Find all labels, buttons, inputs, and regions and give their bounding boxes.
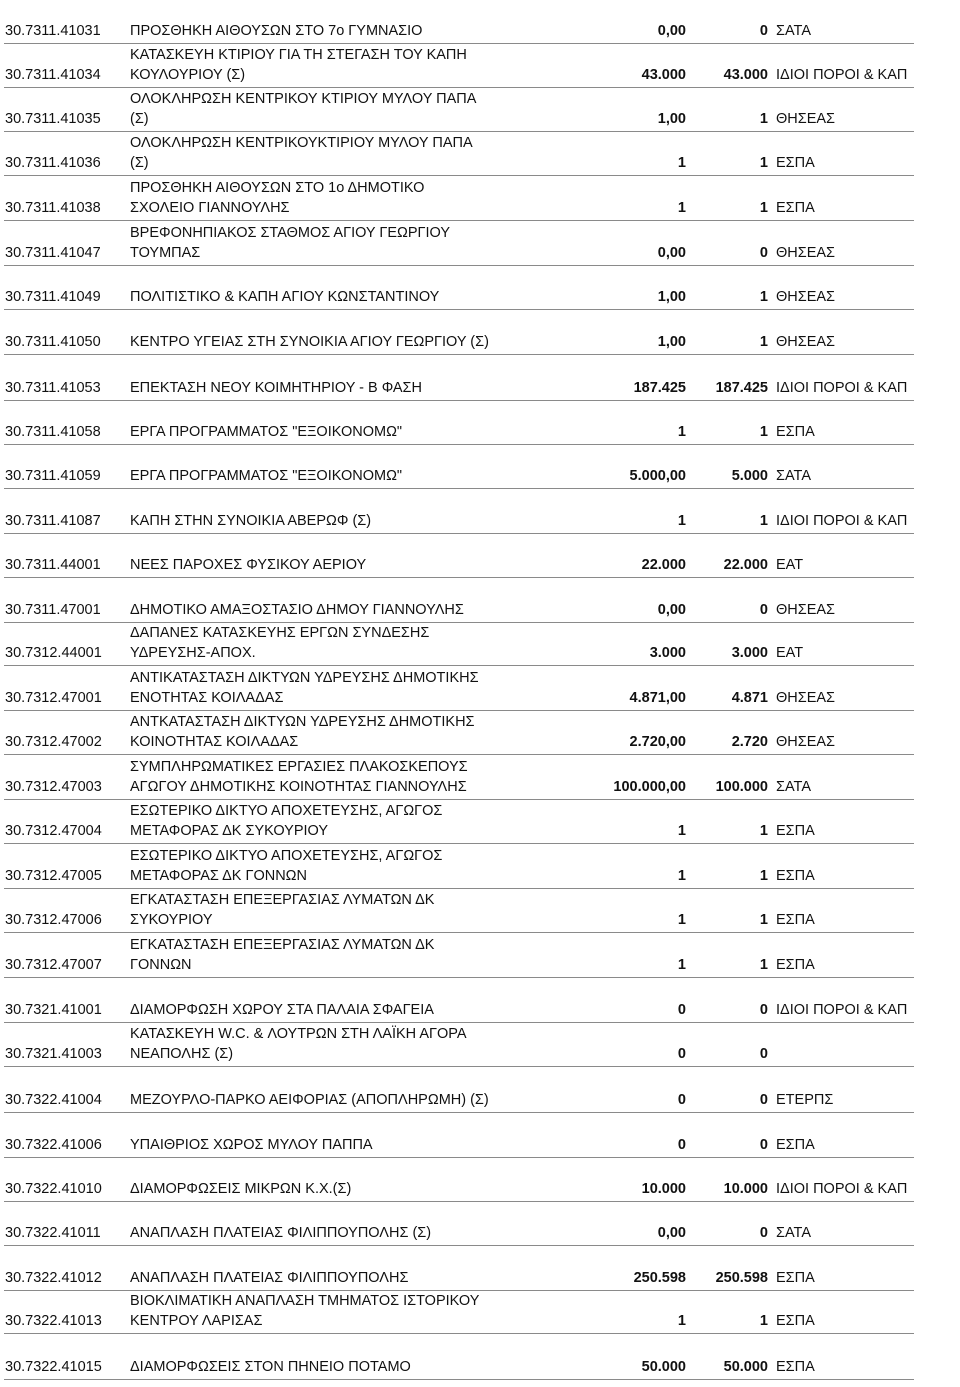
- description-line: ΔΙΑΜΟΡΦΩΣΕΙΣ ΜΙΚΡΩΝ Κ.Χ.(Σ): [130, 1181, 352, 1197]
- row-divider: [4, 1112, 914, 1113]
- funding-source: ΕΣΠΑ: [776, 200, 815, 216]
- project-description: [130, 1000, 434, 1020]
- funding-source: ΕΑΤ: [776, 645, 804, 661]
- table-row: [0, 45, 960, 89]
- row-divider: [4, 175, 914, 176]
- row-divider: [4, 799, 914, 800]
- amount-value: 0,00: [657, 1225, 686, 1241]
- project-description: [130, 623, 429, 663]
- description-line: ΔΙΑΜΟΡΦΩΣΗ ΧΩΡΟΥ ΣΤΑ ΠΑΛΑΙΑ ΣΦΑΓΕΙΑ: [130, 1002, 434, 1018]
- table-row: [0, 223, 960, 267]
- project-description: [130, 422, 402, 442]
- amount-value: 187.425: [633, 380, 686, 396]
- amount-total: 1: [759, 111, 768, 127]
- description-line: ΚΕΝΤΡΟ ΥΓΕΙΑΣ ΣΤΗ ΣΥΝΟΙΚΙΑ ΑΓΙΟΥ ΓΕΩΡΓΙΟΥ (Σ): [130, 334, 489, 350]
- amount-value: 0: [677, 1002, 686, 1018]
- row-divider: [4, 87, 914, 88]
- table-row: [0, 1268, 960, 1292]
- description-line: ΑΝΑΠΛΑΣΗ ΠΛΑΤΕΙΑΣ ΦΙΛΙΠΠΟΥΠΟΛΗΣ: [130, 1270, 409, 1286]
- table-row: [0, 21, 960, 45]
- amount-total: 1: [759, 155, 768, 171]
- description-line: ΟΛΟΚΛΗΡΩΣΗ ΚΕΝΤΡΙΚΟΥΚΤΙΡΙΟΥ ΜΥΛΟΥ ΠΑΠΑ: [130, 135, 473, 151]
- funding-source: ΘΗΣΕΑΣ: [776, 289, 836, 305]
- amount-value: 1,00: [657, 289, 686, 305]
- funding-source: ΕΣΠΑ: [776, 1270, 815, 1286]
- table-row: [0, 890, 960, 934]
- project-description: [130, 1268, 408, 1288]
- project-description: [130, 712, 475, 752]
- row-divider: [4, 1157, 914, 1158]
- description-line: ΜΕΤΑΦΟΡΑΣ ΔΚ ΣΥΚΟΥΡΙΟΥ: [130, 823, 329, 839]
- amount-total: 0: [759, 602, 768, 618]
- table-row: [0, 801, 960, 845]
- row-divider: [4, 488, 914, 489]
- description-line: ΚΟΙΝΟΤΗΤΑΣ ΚΟΙΛΑΔΑΣ: [130, 734, 299, 750]
- description-line: ΣΥΜΠΛΗΡΩΜΑΤΙΚΕΣ ΕΡΓΑΣΙΕΣ ΠΛΑΚΟΣΚΕΠΟΥΣ: [130, 759, 468, 775]
- description-line: ΑΝΑΠΛΑΣΗ ΠΛΑΤΕΙΑΣ ΦΙΛΙΠΠΟΥΠΟΛΗΣ (Σ): [130, 1225, 432, 1241]
- project-description: [130, 89, 476, 129]
- description-line: ΠΡΟΣΘΗΚΗ ΑΙΘΟΥΣΩΝ ΣΤΟ 7ο ΓΥΜΝΑΣΙΟ: [130, 23, 423, 39]
- amount-total: 0: [759, 1092, 768, 1108]
- table-row: [0, 1223, 960, 1247]
- project-description: [130, 378, 422, 398]
- amount-total: 1: [759, 289, 768, 305]
- funding-source: ΙΔΙΟΙ ΠΟΡΟΙ & ΚΑΠ: [776, 513, 908, 529]
- table-row: [0, 712, 960, 756]
- description-line: ΕΣΩΤΕΡΙΚΟ ΔΙΚΤΥΟ ΑΠΟΧΕΤΕΥΣΗΣ, ΑΓΩΓΟΣ: [130, 803, 443, 819]
- description-line: ΚΑΠΗ ΣΤΗΝ ΣΥΝΟΙΚΙΑ ΑΒΕΡΩΦ (Σ): [130, 513, 372, 529]
- account-code: 30.7312.47003: [5, 779, 102, 795]
- project-description: [130, 600, 464, 620]
- funding-source: ΣΑΤΑ: [776, 779, 812, 795]
- amount-value: 1: [677, 868, 686, 884]
- funding-source: ΕΣΠΑ: [776, 823, 815, 839]
- table-row: [0, 332, 960, 356]
- description-line: ΑΝΤΙΚΑΤΑΣΤΑΣΗ ΔΙΚΤΥΩΝ ΥΔΡΕΥΣΗΣ ΔΗΜΟΤΙΚΗΣ: [130, 670, 479, 686]
- account-code: 30.7311.41036: [5, 155, 101, 171]
- funding-source: ΘΗΣΕΑΣ: [776, 245, 836, 261]
- funding-source: ΕΣΠΑ: [776, 155, 815, 171]
- amount-total: 100.000: [715, 779, 768, 795]
- amount-total: 1: [759, 868, 768, 884]
- amount-value: 250.598: [633, 1270, 686, 1286]
- funding-source: ΕΣΠΑ: [776, 957, 815, 973]
- account-code: 30.7322.41013: [5, 1313, 102, 1329]
- amount-total: 0: [759, 1046, 768, 1062]
- amount-total: 2.720: [731, 734, 768, 750]
- funding-source: ΕΑΤ: [776, 557, 804, 573]
- row-divider: [4, 665, 914, 666]
- project-description: [130, 21, 422, 41]
- amount-total: 22.000: [723, 557, 768, 573]
- description-line: ΕΠΕΚΤΑΣΗ ΝΕΟΥ ΚΟΙΜΗΤΗΡΙΟΥ - Β ΦΑΣΗ: [130, 380, 422, 396]
- description-line: ΜΕΤΑΦΟΡΑΣ ΔΚ ΓΟΝΝΩΝ: [130, 868, 307, 884]
- description-line: ΠΟΛΙΤΙΣΤΙΚΟ & ΚΑΠΗ ΑΓΙΟΥ ΚΩΝΣΤΑΝΤΙΝΟΥ: [130, 289, 440, 305]
- funding-source: ΙΔΙΟΙ ΠΟΡΟΙ & ΚΑΠ: [776, 67, 908, 83]
- amount-total: 0: [759, 1002, 768, 1018]
- project-description: [130, 332, 489, 352]
- row-divider: [4, 888, 914, 889]
- account-code: 30.7312.47007: [5, 957, 102, 973]
- funding-source: ΣΑΤΑ: [776, 468, 812, 484]
- project-description: [130, 223, 450, 263]
- amount-total: 1: [759, 1313, 768, 1329]
- amount-total: 43.000: [723, 67, 768, 83]
- funding-source: ΘΗΣΕΑΣ: [776, 334, 836, 350]
- amount-total: 1: [759, 334, 768, 350]
- amount-value: 43.000: [641, 67, 686, 83]
- amount-total: 3.000: [731, 645, 768, 661]
- description-line: ΥΠΑΙΘΡΙΟΣ ΧΩΡΟΣ ΜΥΛΟΥ ΠΑΠΠΑ: [130, 1137, 373, 1153]
- amount-total: 187.425: [715, 380, 768, 396]
- row-divider: [4, 843, 914, 844]
- description-line: ΤΟΥΜΠΑΣ: [130, 245, 201, 261]
- account-code: 30.7311.41058: [5, 424, 101, 440]
- row-divider: [4, 1245, 914, 1246]
- project-description: [130, 511, 371, 531]
- description-line: ΔΙΑΜΟΡΦΩΣΕΙΣ ΣΤΟΝ ΠΗΝΕΙΟ ΠΟΤΑΜΟ: [130, 1359, 411, 1375]
- funding-source: ΙΔΙΟΙ ΠΟΡΟΙ & ΚΑΠ: [776, 1181, 908, 1197]
- table-row: [0, 1291, 960, 1335]
- project-description: [130, 890, 434, 930]
- description-line: ΠΡΟΣΘΗΚΗ ΑΙΘΟΥΣΩΝ ΣΤΟ 1ο ΔΗΜΟΤΙΚΟ: [130, 180, 425, 196]
- amount-value: 0,00: [657, 602, 686, 618]
- amount-value: 2.720,00: [629, 734, 686, 750]
- amount-value: 4.871,00: [629, 690, 686, 706]
- funding-source: ΘΗΣΕΑΣ: [776, 111, 836, 127]
- account-code: 30.7312.47006: [5, 912, 102, 928]
- account-code: 30.7312.47002: [5, 734, 102, 750]
- description-line: ΚΑΤΑΣΚΕΥΗ ΚΤΙΡΙΟΥ ΓΙΑ ΤΗ ΣΤΕΓΑΣΗ ΤΟΥ ΚΑΠΗ: [130, 47, 467, 63]
- description-line: ΔΑΠΑΝΕΣ ΚΑΤΑΣΚΕΥΗΣ ΕΡΓΩΝ ΣΥΝΔΕΣΗΣ: [130, 625, 430, 641]
- account-code: 30.7311.41034: [5, 67, 101, 83]
- amount-total: 1: [759, 912, 768, 928]
- description-line: ΣΧΟΛΕΙΟ ΓΙΑΝΝΟΥΛΗΣ: [130, 200, 290, 216]
- amount-value: 1: [677, 200, 686, 216]
- row-divider: [4, 400, 914, 401]
- account-code: 30.7311.41053: [5, 380, 101, 396]
- table-row: [0, 178, 960, 222]
- table-row: [0, 935, 960, 979]
- row-divider: [4, 265, 914, 266]
- description-line: ΒΡΕΦΟΝΗΠΙΑΚΟΣ ΣΤΑΘΜΟΣ ΑΓΙΟΥ ΓΕΩΡΓΙΟΥ: [130, 225, 451, 241]
- table-row: [0, 1024, 960, 1068]
- account-code: 30.7312.44001: [5, 645, 102, 661]
- account-code: 30.7322.41015: [5, 1359, 102, 1375]
- row-divider: [4, 1066, 914, 1067]
- row-divider: [4, 932, 914, 933]
- description-line: ΥΔΡΕΥΣΗΣ-ΑΠΟΧ.: [130, 645, 256, 661]
- amount-total: 1: [759, 823, 768, 839]
- description-line: ΚΑΤΑΣΚΕΥΗ W.C. & ΛΟΥΤΡΩΝ ΣΤΗ ΛΑΪΚΗ ΑΓΟΡΑ: [130, 1026, 467, 1042]
- account-code: 30.7311.41050: [5, 334, 101, 350]
- amount-value: 0,00: [657, 245, 686, 261]
- funding-source: ΘΗΣΕΑΣ: [776, 602, 836, 618]
- description-line: ΕΡΓΑ ΠΡΟΓΡΑΜΜΑΤΟΣ "ΕΞΟΙΚΟΝΟΜΩ": [130, 468, 403, 484]
- amount-value: 0,00: [657, 23, 686, 39]
- table-row: [0, 668, 960, 712]
- account-code: 30.7311.41049: [5, 289, 101, 305]
- table-row: [0, 1000, 960, 1024]
- description-line: ΟΛΟΚΛΗΡΩΣΗ ΚΕΝΤΡΙΚΟΥ ΚΤΙΡΙΟΥ ΜΥΛΟΥ ΠΑΠΑ: [130, 91, 477, 107]
- project-description: [130, 287, 439, 307]
- project-description: [130, 935, 434, 975]
- project-description: [130, 1357, 411, 1377]
- project-description: [130, 178, 424, 218]
- account-code: 30.7311.41031: [5, 23, 101, 39]
- amount-value: 1,00: [657, 334, 686, 350]
- project-description: [130, 1223, 431, 1243]
- table-row: [0, 89, 960, 133]
- account-code: 30.7312.47005: [5, 868, 102, 884]
- description-line: ΑΓΩΓΟΥ ΔΗΜΟΤΙΚΗΣ ΚΟΙΝΟΤΗΤΑΣ ΓΙΑΝΝΟΥΛΗΣ: [130, 779, 467, 795]
- account-code: 30.7311.41047: [5, 245, 101, 261]
- row-divider: [4, 710, 914, 711]
- description-line: ΒΙΟΚΛΙΜΑΤΙΚΗ ΑΝΑΠΛΑΣΗ ΤΜΗΜΑΤΟΣ ΙΣΤΟΡΙΚΟΥ: [130, 1293, 480, 1309]
- description-line: ΕΓΚΑΤΑΣΤΑΣΗ ΕΠΕΞΕΡΓΑΣΙΑΣ ΛΥΜΑΤΩΝ ΔΚ: [130, 937, 435, 953]
- amount-value: 1: [677, 957, 686, 973]
- description-line: ΝΕΑΠΟΛΗΣ (Σ): [130, 1046, 234, 1062]
- table-row: [0, 555, 960, 579]
- description-line: ΝΕΕΣ ΠΑΡΟΧΕΣ ΦΥΣΙΚΟΥ ΑΕΡΙΟΥ: [130, 557, 367, 573]
- amount-value: 22.000: [641, 557, 686, 573]
- description-line: ΔΗΜΟΤΙΚΟ ΑΜΑΞΟΣΤΑΣΙΟ ΔΗΜΟΥ ΓΙΑΝΝΟΥΛΗΣ: [130, 602, 464, 618]
- table-row: [0, 623, 960, 667]
- description-line: (Σ): [130, 111, 149, 127]
- row-divider: [4, 1379, 914, 1380]
- amount-value: 1: [677, 912, 686, 928]
- account-code: 30.7321.41003: [5, 1046, 102, 1062]
- funding-source: ΕΣΠΑ: [776, 424, 815, 440]
- project-description: [130, 757, 468, 797]
- description-line: ΣΥΚΟΥΡΙΟΥ: [130, 912, 213, 928]
- table-row: [0, 378, 960, 402]
- amount-total: 1: [759, 200, 768, 216]
- row-divider: [4, 444, 914, 445]
- account-code: 30.7311.41035: [5, 111, 101, 127]
- row-divider: [4, 1333, 914, 1334]
- account-code: 30.7322.41011: [5, 1225, 101, 1241]
- amount-total: 0: [759, 1137, 768, 1153]
- project-description: [130, 801, 442, 841]
- project-description: [130, 45, 467, 85]
- row-divider: [4, 977, 914, 978]
- table-row: [0, 1090, 960, 1114]
- row-divider: [4, 131, 914, 132]
- row-divider: [4, 577, 914, 578]
- amount-value: 100.000,00: [613, 779, 686, 795]
- funding-source: ΕΣΠΑ: [776, 1313, 815, 1329]
- amount-value: 1: [677, 155, 686, 171]
- row-divider: [4, 1022, 914, 1023]
- table-row: [0, 1135, 960, 1159]
- project-description: [130, 1024, 467, 1064]
- description-line: ΕΣΩΤΕΡΙΚΟ ΔΙΚΤΥΟ ΑΠΟΧΕΤΕΥΣΗΣ, ΑΓΩΓΟΣ: [130, 848, 443, 864]
- row-divider: [4, 43, 914, 44]
- amount-total: 0: [759, 1225, 768, 1241]
- amount-value: 1: [677, 823, 686, 839]
- description-line: ΚΟΥΛΟΥΡΙΟΥ (Σ): [130, 67, 246, 83]
- account-code: 30.7311.41087: [5, 513, 101, 529]
- description-line: (Σ): [130, 155, 149, 171]
- funding-source: ΘΗΣΕΑΣ: [776, 734, 836, 750]
- table-row: [0, 846, 960, 890]
- funding-source: ΕΣΠΑ: [776, 912, 815, 928]
- amount-value: 10.000: [641, 1181, 686, 1197]
- account-code: 30.7322.41006: [5, 1137, 102, 1153]
- funding-source: ΕΣΠΑ: [776, 868, 815, 884]
- description-line: ΓΟΝΝΩΝ: [130, 957, 192, 973]
- account-code: 30.7322.41004: [5, 1092, 102, 1108]
- account-code: 30.7322.41012: [5, 1270, 102, 1286]
- account-code: 30.7312.47001: [5, 690, 102, 706]
- row-divider: [4, 354, 914, 355]
- row-divider: [4, 533, 914, 534]
- amount-total: 0: [759, 23, 768, 39]
- table-row: [0, 466, 960, 490]
- description-line: ΜΕΖΟΥΡΛΟ-ΠΑΡΚΟ ΑΕΙΦΟΡΙΑΣ (ΑΠΟΠΛΗΡΩΜΗ) (Σ): [130, 1092, 489, 1108]
- project-description: [130, 846, 442, 886]
- table-row: [0, 287, 960, 311]
- project-description: [130, 466, 402, 486]
- account-code: 30.7311.44001: [5, 557, 101, 573]
- funding-source: ΙΔΙΟΙ ΠΟΡΟΙ & ΚΑΠ: [776, 1002, 908, 1018]
- funding-source: ΕΣΠΑ: [776, 1137, 815, 1153]
- amount-total: 250.598: [715, 1270, 768, 1286]
- table-row: [0, 757, 960, 801]
- amount-total: 1: [759, 513, 768, 529]
- account-code: 30.7312.47004: [5, 823, 102, 839]
- funding-source: ΣΑΤΑ: [776, 23, 812, 39]
- project-description: [130, 1291, 479, 1331]
- amount-total: 4.871: [731, 690, 768, 706]
- project-description: [130, 668, 479, 708]
- project-description: [130, 1135, 373, 1155]
- table-row: [0, 511, 960, 535]
- funding-source: ΙΔΙΟΙ ΠΟΡΟΙ & ΚΑΠ: [776, 380, 908, 396]
- funding-source: ΣΑΤΑ: [776, 1225, 812, 1241]
- project-description: [130, 555, 366, 575]
- amount-value: 0: [677, 1046, 686, 1062]
- amount-total: 50.000: [723, 1359, 768, 1375]
- amount-total: 1: [759, 424, 768, 440]
- funding-source: ΘΗΣΕΑΣ: [776, 690, 836, 706]
- amount-total: 0: [759, 245, 768, 261]
- table-row: [0, 133, 960, 177]
- project-description: [130, 133, 473, 173]
- amount-total: 10.000: [723, 1181, 768, 1197]
- row-divider: [4, 754, 914, 755]
- table-row: [0, 1179, 960, 1203]
- row-divider: [4, 1201, 914, 1202]
- amount-value: 1: [677, 424, 686, 440]
- description-line: ΕΓΚΑΤΑΣΤΑΣΗ ΕΠΕΞΕΡΓΑΣΙΑΣ ΛΥΜΑΤΩΝ ΔΚ: [130, 892, 435, 908]
- account-code: 30.7311.41059: [5, 468, 101, 484]
- description-line: ΑΝΤΚΑΤΑΣΤΑΣΗ ΔΙΚΤΥΩΝ ΥΔΡΕΥΣΗΣ ΔΗΜΟΤΙΚΗΣ: [130, 714, 475, 730]
- amount-value: 0: [677, 1137, 686, 1153]
- account-code: 30.7311.47001: [5, 602, 101, 618]
- amount-value: 1: [677, 513, 686, 529]
- amount-total: 5.000: [731, 468, 768, 484]
- table-row: [0, 1357, 960, 1381]
- funding-source: ΕΤΕΡΠΣ: [776, 1092, 834, 1108]
- account-code: 30.7321.41001: [5, 1002, 102, 1018]
- amount-value: 1: [677, 1313, 686, 1329]
- amount-value: 1,00: [657, 111, 686, 127]
- amount-total: 1: [759, 957, 768, 973]
- description-line: ΕΝΟΤΗΤΑΣ ΚΟΙΛΑΔΑΣ: [130, 690, 284, 706]
- description-line: ΚΕΝΤΡΟΥ ΛΑΡΙΣΑΣ: [130, 1313, 263, 1329]
- row-divider: [4, 309, 914, 310]
- amount-value: 3.000: [649, 645, 686, 661]
- description-line: ΕΡΓΑ ΠΡΟΓΡΑΜΜΑΤΟΣ "ΕΞΟΙΚΟΝΟΜΩ": [130, 424, 403, 440]
- account-code: 30.7311.41038: [5, 200, 101, 216]
- project-description: [130, 1090, 489, 1110]
- row-divider: [4, 220, 914, 221]
- table-row: [0, 422, 960, 446]
- amount-value: 5.000,00: [629, 468, 686, 484]
- amount-value: 0: [677, 1092, 686, 1108]
- amount-value: 50.000: [641, 1359, 686, 1375]
- table-row: [0, 600, 960, 624]
- account-code: 30.7322.41010: [5, 1181, 102, 1197]
- funding-source: ΕΣΠΑ: [776, 1359, 815, 1375]
- project-description: [130, 1179, 351, 1199]
